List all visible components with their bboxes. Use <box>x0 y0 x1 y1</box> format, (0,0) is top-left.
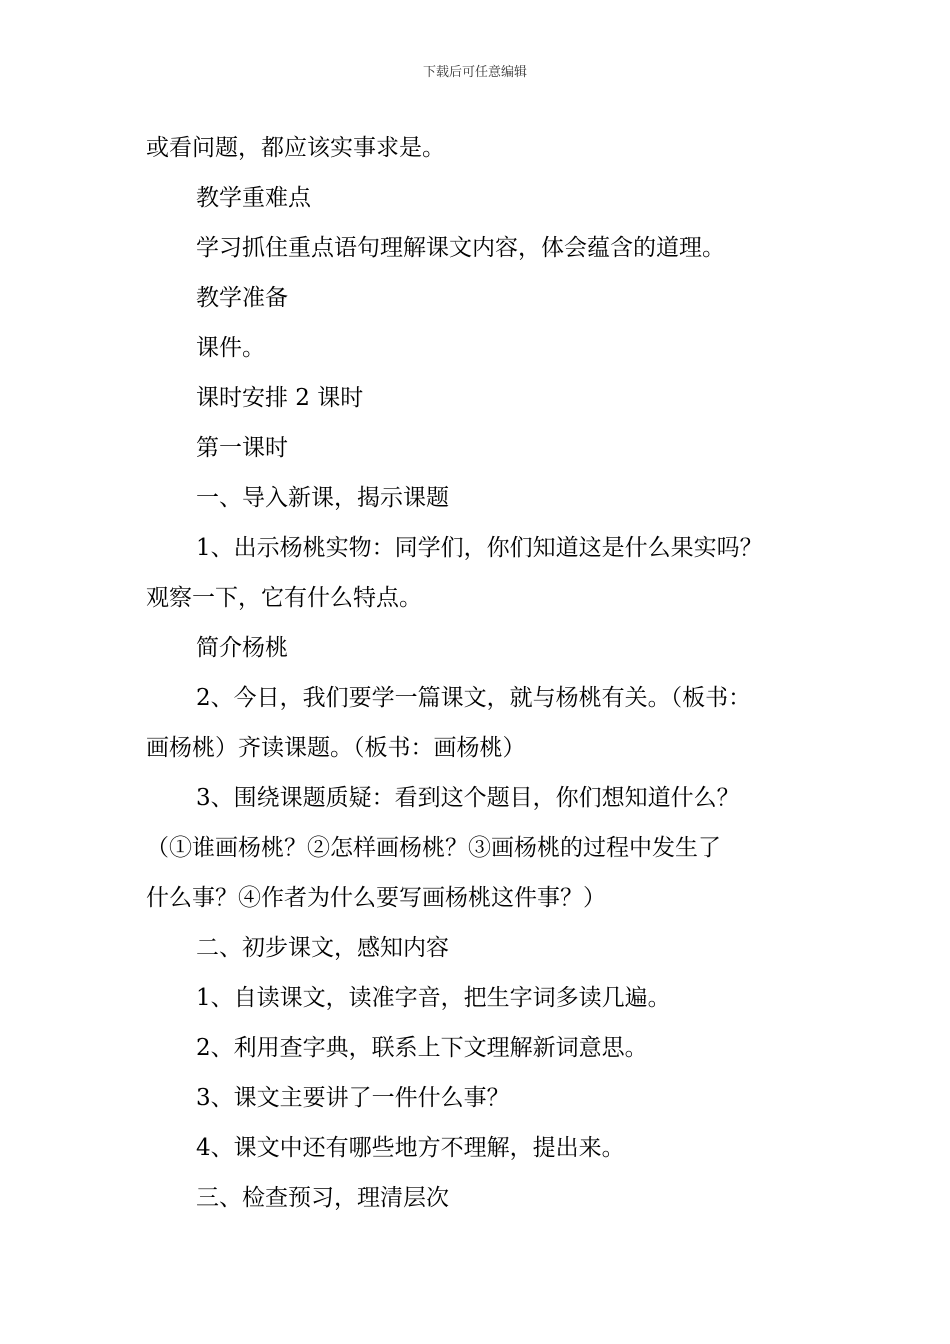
paragraph <box>146 1123 836 1173</box>
heading-preparation <box>146 273 836 323</box>
text-line: 3、围绕课题质疑：看到这个题目，你们想知道什么？ <box>196 785 740 811</box>
text-line: 一、导入新课，揭示课题 <box>196 485 449 511</box>
section-heading <box>146 473 836 523</box>
text-line: 教学重难点 <box>196 185 311 211</box>
paragraph <box>146 223 836 273</box>
paragraph <box>146 1073 836 1123</box>
text-line: 3、课文主要讲了一件什么事？ <box>196 1085 510 1111</box>
heading-key-difficulties <box>146 173 836 223</box>
text-line: 课件。 <box>196 335 265 361</box>
heading-first-lesson <box>146 423 836 473</box>
document-body <box>146 123 836 1223</box>
text-line: 第一课时 <box>196 435 288 461</box>
paragraph <box>146 373 836 423</box>
text-line: 二、初步课文，感知内容 <box>196 935 449 961</box>
text-line: 课时安排 2 课时 <box>196 385 364 411</box>
section-heading <box>146 1173 836 1223</box>
text-line: 简介杨桃 <box>196 635 288 661</box>
text-line: 教学准备 <box>196 285 288 311</box>
paragraph <box>146 623 836 673</box>
text-line: 2、今日，我们要学一篇课文，就与杨桃有关。（板书： <box>196 685 752 711</box>
paragraph <box>146 673 836 773</box>
text-line: 或看问题，都应该实事求是。 <box>146 135 445 161</box>
text-line: 三、检查预习，理清层次 <box>196 1185 449 1211</box>
text-line: 画杨桃）齐读课题。（板书：画杨桃） <box>146 735 526 761</box>
text-line: 学习抓住重点语句理解课文内容，体会蕴含的道理。 <box>196 235 725 261</box>
paragraph <box>146 323 836 373</box>
paragraph <box>146 773 836 923</box>
text-line: 观察一下，它有什么特点。 <box>146 585 422 611</box>
text-line: 1、自读课文，读准字音，把生字词多读几遍。 <box>196 985 671 1011</box>
section-heading <box>146 923 836 973</box>
text-line: 2、利用查字典，联系上下文理解新词意思。 <box>196 1035 648 1061</box>
paragraph <box>146 123 836 173</box>
text-line: （①谁画杨桃？②怎样画杨桃？③画杨桃的过程中发生了 <box>146 835 721 861</box>
text-line: 4、课文中还有哪些地方不理解，提出来。 <box>196 1135 625 1161</box>
text-line: 什么事？④作者为什么要写画杨桃这件事？） <box>146 885 606 911</box>
page-header: 下载后可任意编辑 <box>422 65 527 80</box>
text-line: 1、出示杨桃实物：同学们，你们知道这是什么果实吗？ <box>196 535 763 561</box>
paragraph <box>146 523 836 623</box>
paragraph <box>146 973 836 1023</box>
paragraph <box>146 1023 836 1073</box>
